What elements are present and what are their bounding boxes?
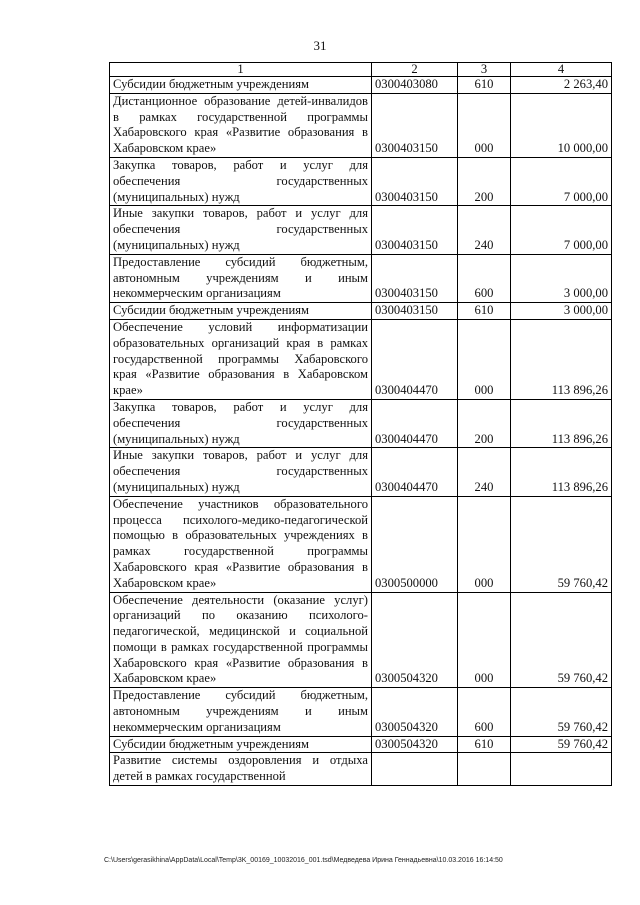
row-vr: 240 [458, 448, 511, 496]
table-row [110, 93, 612, 157]
table-row [110, 448, 612, 496]
row-vr: 600 [458, 254, 511, 302]
row-code: 0300403150 [372, 93, 458, 157]
header-col-1: 1 [110, 63, 372, 77]
table-row [110, 157, 612, 205]
row-code: 0300404470 [372, 399, 458, 447]
row-vr: 610 [458, 736, 511, 753]
row-code: 0300403150 [372, 303, 458, 320]
row-amount: 59 760,42 [511, 736, 612, 753]
row-name: Развитие системы оздоровления и отдыха детей в рамках государственной [110, 753, 372, 786]
row-amount: 3 000,00 [511, 303, 612, 320]
table-row [110, 206, 612, 254]
row-name: Закупка товаров, работ и услуг для обеспечения государственных (муниципальных) нужд [110, 157, 372, 205]
row-code: 0300403080 [372, 77, 458, 94]
row-vr: 000 [458, 592, 511, 688]
row-vr: 240 [458, 206, 511, 254]
row-name: Предоставление субсидий бюджетным, автономным учреждениям и иным некоммерческим организациям [110, 254, 372, 302]
row-vr: 610 [458, 77, 511, 94]
row-amount: 2 263,40 [511, 77, 612, 94]
row-vr: 610 [458, 303, 511, 320]
table-row [110, 496, 612, 592]
table-header-row [110, 63, 612, 77]
row-vr: 000 [458, 496, 511, 592]
row-vr: 200 [458, 399, 511, 447]
table-row [110, 319, 612, 399]
row-code: 0300403150 [372, 206, 458, 254]
row-vr: 000 [458, 319, 511, 399]
header-col-4: 4 [511, 63, 612, 77]
row-code: 0300403150 [372, 157, 458, 205]
budget-table [109, 62, 612, 786]
row-vr: 200 [458, 157, 511, 205]
row-code: 0300403150 [372, 254, 458, 302]
table-row [110, 254, 612, 302]
row-name: Обеспечение условий информатизации образовательных организаций края в рамках государственной программы Хабаровского края «Развитие образования в Хабаровском крае» [110, 319, 372, 399]
row-code [372, 753, 458, 786]
row-name: Субсидии бюджетным учреждениям [110, 736, 372, 753]
row-code: 0300404470 [372, 319, 458, 399]
row-amount: 10 000,00 [511, 93, 612, 157]
row-amount: 113 896,26 [511, 448, 612, 496]
row-name: Обеспечение деятельности (оказание услуг) организаций по оказанию психолого-педагогической, медицинской и социальной помощи в рамках государственной программы Хабаровского края «Развитие образования в Хабаровском крае» [110, 592, 372, 688]
table-row [110, 592, 612, 688]
footer-file-path: C:\Users\gerasikhina\AppData\Local\Temp\3K_00169_10032016_001.tsd\Медведева Ирина Геннадьевна\10.03.2016 16:14:50 [104, 857, 503, 864]
row-amount: 7 000,00 [511, 157, 612, 205]
row-vr: 600 [458, 688, 511, 736]
table-row [110, 688, 612, 736]
row-vr: 000 [458, 93, 511, 157]
row-code: 0300504320 [372, 688, 458, 736]
header-col-2: 2 [372, 63, 458, 77]
row-name: Иные закупки товаров, работ и услуг для обеспечения государственных (муниципальных) нужд [110, 206, 372, 254]
row-code: 0300404470 [372, 448, 458, 496]
table-row [110, 77, 612, 94]
row-amount: 7 000,00 [511, 206, 612, 254]
row-name: Субсидии бюджетным учреждениям [110, 77, 372, 94]
row-name: Обеспечение участников образовательного процесса психолого-медико-педагогической помощью в образовательных учреждениях в рамках государственной программы Хабаровского края «Развитие образования в Хабаровском крае» [110, 496, 372, 592]
row-name: Закупка товаров, работ и услуг для обеспечения государственных (муниципальных) нужд [110, 399, 372, 447]
table-row [110, 303, 612, 320]
row-amount: 59 760,42 [511, 496, 612, 592]
table-row [110, 753, 612, 786]
table-row [110, 399, 612, 447]
row-amount: 59 760,42 [511, 592, 612, 688]
row-amount [511, 753, 612, 786]
header-col-3: 3 [458, 63, 511, 77]
row-name: Субсидии бюджетным учреждениям [110, 303, 372, 320]
row-vr [458, 753, 511, 786]
table-row [110, 736, 612, 753]
row-name: Иные закупки товаров, работ и услуг для обеспечения государственных (муниципальных) нужд [110, 448, 372, 496]
row-amount: 113 896,26 [511, 319, 612, 399]
page-number: 31 [313, 38, 327, 53]
row-amount: 3 000,00 [511, 254, 612, 302]
row-code: 0300500000 [372, 496, 458, 592]
row-name: Дистанционное образование детей-инвалидов в рамках государственной программы Хабаровского края «Развитие образования в Хабаровском крае» [110, 93, 372, 157]
row-code: 0300504320 [372, 736, 458, 753]
row-name: Предоставление субсидий бюджетным, автономным учреждениям и иным некоммерческим организациям [110, 688, 372, 736]
row-code: 0300504320 [372, 592, 458, 688]
row-amount: 113 896,26 [511, 399, 612, 447]
row-amount: 59 760,42 [511, 688, 612, 736]
